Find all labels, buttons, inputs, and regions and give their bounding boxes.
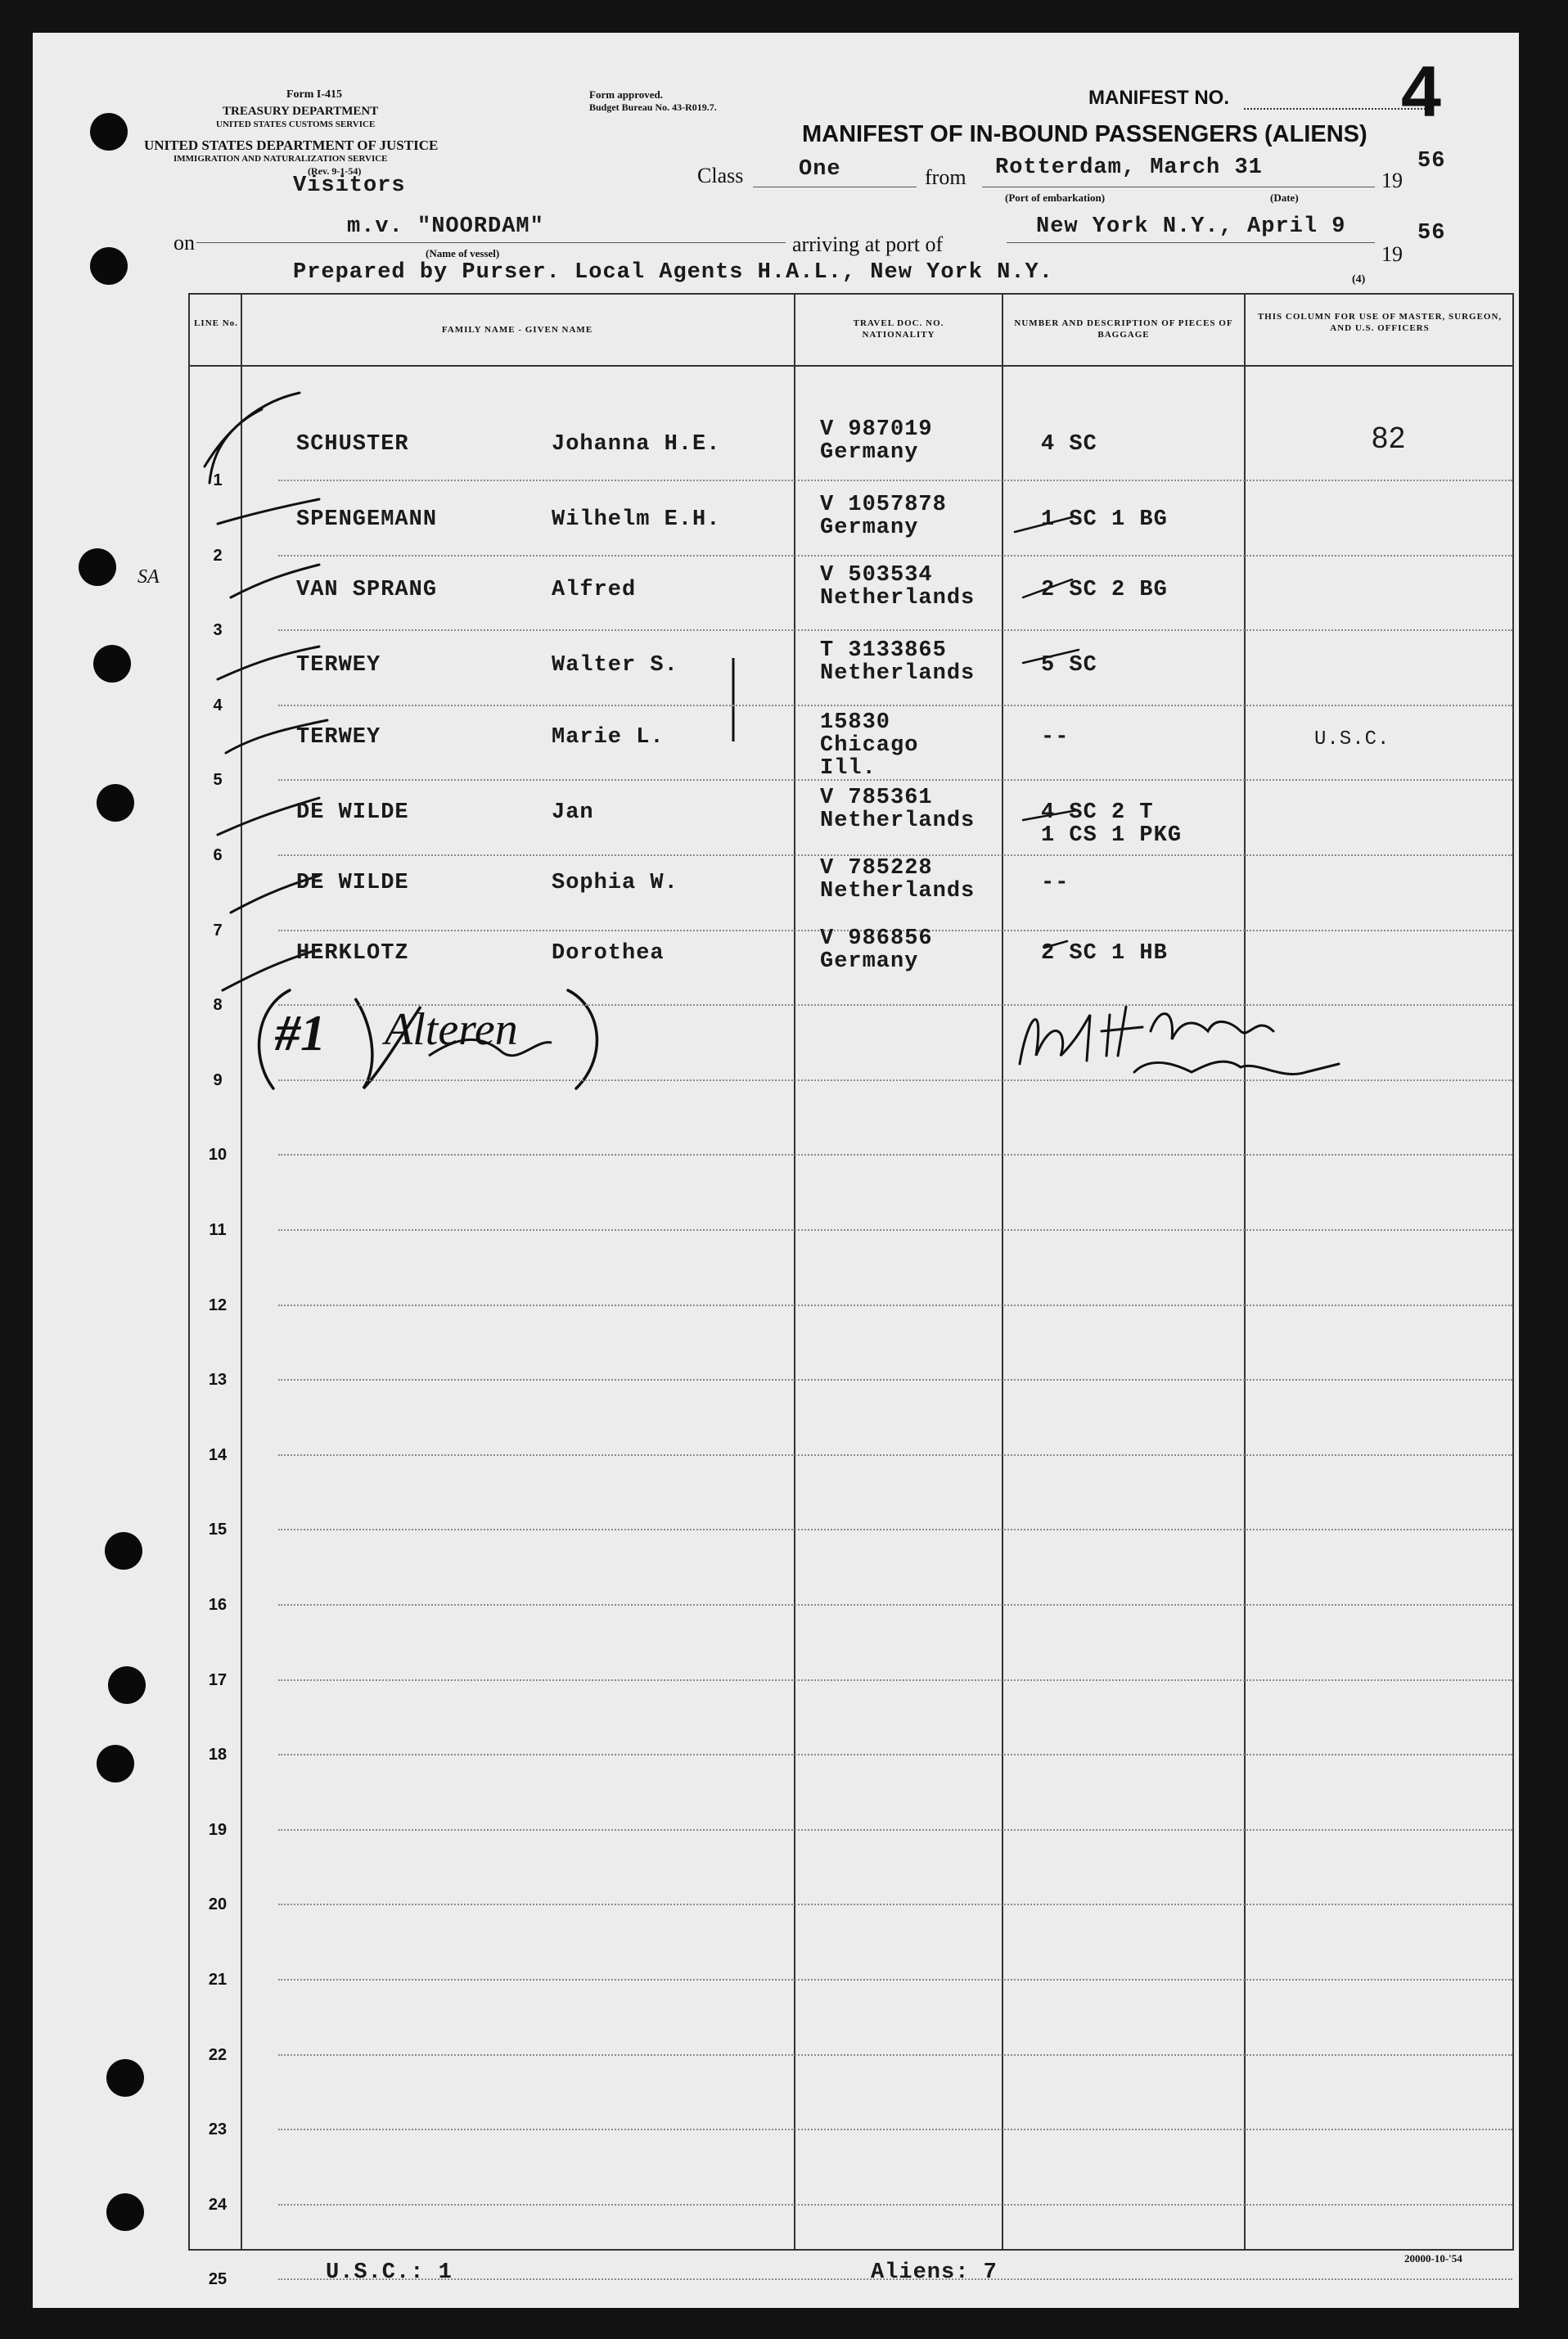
manifest-sheet <box>33 33 1519 2308</box>
row-rule <box>278 1904 1512 1905</box>
passenger-baggage: -- <box>1041 725 1070 750</box>
passenger-baggage: 5 SC <box>1041 653 1097 678</box>
punch-hole <box>106 2193 144 2231</box>
port-embark-label: (Port of embarkation) <box>1005 192 1106 204</box>
handwritten-check-marks <box>155 376 368 1015</box>
row-rule <box>278 1829 1512 1831</box>
row-rule <box>278 1379 1512 1381</box>
vessel-label: (Name of vessel) <box>426 247 500 259</box>
line-number: 22 <box>208 2045 228 2064</box>
punch-hole <box>90 113 128 151</box>
row-rule <box>278 1154 1512 1156</box>
visitors-label: Visitors <box>293 174 406 198</box>
row-rule <box>278 1979 1512 1981</box>
passenger-family-name: HERKLOTZ <box>296 941 409 966</box>
passenger-nationality: Netherlands <box>820 809 975 833</box>
passenger-baggage: -- <box>1041 871 1070 895</box>
line-number: 8 <box>213 996 223 1015</box>
passenger-given-name: Marie L. <box>552 725 665 750</box>
line-number: 2 <box>213 546 223 565</box>
officer-note: U.S.C. <box>1314 728 1390 750</box>
passenger-baggage: 2 SC 1 HB <box>1041 941 1168 966</box>
from-value: Rotterdam, March 31 <box>995 155 1263 180</box>
line-number: 1 <box>213 471 223 489</box>
punch-hole <box>79 548 116 586</box>
from-label: from <box>925 165 966 189</box>
row-rule <box>278 480 1512 481</box>
manifest-number: 4 <box>1401 51 1441 132</box>
row-rule <box>278 1305 1512 1306</box>
header-line: LINE No. <box>194 318 238 328</box>
line-number: 5 <box>213 771 223 790</box>
year-prefix-2: 19 <box>1381 242 1403 266</box>
passenger-given-name: Jan <box>552 800 594 825</box>
line-number: 18 <box>208 1746 228 1764</box>
passenger-travel-doc: V 785228 <box>820 856 933 881</box>
passenger-given-name: Dorothea <box>552 941 665 966</box>
class-value: One <box>799 157 841 182</box>
row-rule <box>278 2204 1512 2206</box>
passenger-baggage: 2 SC 2 BG <box>1041 578 1168 602</box>
passenger-family-name: TERWEY <box>296 653 381 678</box>
header-travel: TRAVEL DOC. NO. NATIONALITY <box>853 318 944 340</box>
line-number: 12 <box>208 1296 228 1314</box>
passenger-travel-doc: V 503534 <box>820 563 933 588</box>
line-number: 24 <box>208 2195 228 2214</box>
line-number: 21 <box>208 1971 228 1989</box>
passenger-family-name: VAN SPRANG <box>296 578 438 602</box>
footer-aliens: Aliens: 7 <box>871 2260 998 2285</box>
line-number: 15 <box>208 1521 228 1539</box>
row-rule <box>278 1604 1512 1606</box>
passenger-travel-doc: V 986856 <box>820 926 933 951</box>
row-rule <box>278 705 1512 706</box>
row-rule <box>278 1454 1512 1456</box>
row-rule <box>278 779 1512 781</box>
row-rule <box>278 1079 1512 1081</box>
row-rule <box>278 2278 1512 2280</box>
line-number: 6 <box>213 846 223 864</box>
punch-hole <box>90 247 128 285</box>
row-rule <box>278 1529 1512 1530</box>
footer-usc: U.S.C.: 1 <box>326 2260 453 2285</box>
line-number: 19 <box>208 1820 228 1839</box>
passenger-travel-doc: 15830 <box>820 710 891 735</box>
manifest-title: MANIFEST OF IN-BOUND PASSENGERS (ALIENS) <box>802 121 1367 147</box>
handwritten-bracket <box>725 655 741 745</box>
col-divider <box>1244 293 1246 2251</box>
passenger-nationality: Netherlands <box>820 879 975 904</box>
line-number: 25 <box>208 2270 228 2289</box>
passenger-nationality-extra: Ill. <box>820 756 876 781</box>
ins-service: IMMIGRATION AND NATURALIZATION SERVICE <box>173 154 388 164</box>
passenger-travel-doc: V 1057878 <box>820 493 947 517</box>
budget-bureau: Budget Bureau No. 43-R019.7. <box>589 101 717 113</box>
row-rule <box>278 555 1512 557</box>
punch-hole <box>93 645 131 683</box>
justice-dept: UNITED STATES DEPARTMENT OF JUSTICE <box>144 137 439 153</box>
passenger-given-name: Sophia W. <box>552 871 678 895</box>
col-divider <box>794 293 795 2251</box>
passenger-given-name: Wilhelm E.H. <box>552 507 721 532</box>
rev-date: (Rev. 9-1-54) <box>308 165 362 177</box>
punch-hole <box>97 1745 134 1782</box>
passenger-travel-doc: V 987019 <box>820 417 933 442</box>
manifest-label: MANIFEST NO. <box>1088 87 1229 109</box>
header-name: FAMILY NAME - GIVEN NAME <box>441 325 593 335</box>
line-number: 13 <box>208 1371 228 1390</box>
form-number: Form I-415 <box>286 88 343 101</box>
passenger-nationality: Chicago <box>820 733 919 758</box>
customs-service: UNITED STATES CUSTOMS SERVICE <box>216 119 376 129</box>
passenger-baggage-extra: 1 CS 1 PKG <box>1041 823 1183 848</box>
passenger-baggage: 4 SC <box>1041 432 1097 457</box>
passenger-baggage: 4 SC 2 T <box>1041 800 1154 825</box>
vessel-underline <box>196 242 786 243</box>
header-rule <box>188 365 1514 367</box>
footer-code: 20000-10-'54 <box>1404 2252 1462 2265</box>
arriving-underline <box>1007 242 1375 243</box>
year-2: 56 <box>1417 221 1446 246</box>
date-label: (Date) <box>1270 192 1299 204</box>
line-number: 14 <box>208 1445 228 1464</box>
line-number: 20 <box>208 1895 228 1914</box>
passenger-family-name: DE WILDE <box>296 871 409 895</box>
passenger-nationality: Netherlands <box>820 661 975 686</box>
row-rule <box>278 1679 1512 1681</box>
prepared-by: Prepared by Purser. Local Agents H.A.L., New York N.Y. <box>293 260 1053 285</box>
line-number: 23 <box>208 2120 228 2139</box>
line-number: 7 <box>213 921 223 940</box>
row-rule <box>278 1229 1512 1231</box>
line-number: 9 <box>213 1070 223 1089</box>
year-1: 56 <box>1417 149 1446 174</box>
on-label: on <box>173 231 195 255</box>
passenger-baggage: 1 SC 1 BG <box>1041 507 1168 532</box>
header-baggage: NUMBER AND DESCRIPTION OF PIECES OF BAGGAGE <box>1014 318 1233 340</box>
row-rule <box>278 1754 1512 1755</box>
form-approved: Form approved. <box>589 88 664 101</box>
passenger-family-name: TERWEY <box>296 725 381 750</box>
punch-hole <box>105 1532 142 1570</box>
passenger-travel-doc: T 3133865 <box>820 638 947 663</box>
passenger-nationality: Germany <box>820 949 919 974</box>
line-number: 16 <box>208 1596 228 1614</box>
officer-signature <box>1012 982 1388 1088</box>
passenger-family-name: SPENGEMANN <box>296 507 438 532</box>
handwritten-margin-note: SA <box>137 566 160 588</box>
stamp-number: #1 <box>275 1006 326 1061</box>
passenger-nationality: Netherlands <box>820 586 975 611</box>
class-label: Class <box>697 164 744 187</box>
passenger-family-name: SCHUSTER <box>296 432 409 457</box>
year-prefix-1: 19 <box>1381 169 1403 192</box>
arriving-label: arriving at port of <box>792 232 944 256</box>
header-officers: THIS COLUMN FOR USE OF MASTER, SURGEON, AND U.S. OFFICERS <box>1257 312 1503 333</box>
arriving-value: New York N.Y., April 9 <box>1036 214 1346 239</box>
page-mark: (4) <box>1352 273 1366 286</box>
treasury-dept: TREASURY DEPARTMENT <box>223 105 379 118</box>
line-number: 10 <box>208 1146 228 1165</box>
row-rule <box>278 2129 1512 2130</box>
passenger-given-name: Walter S. <box>552 653 678 678</box>
passenger-family-name: DE WILDE <box>296 800 409 825</box>
punch-hole <box>106 2059 144 2097</box>
passenger-travel-doc: V 785361 <box>820 786 933 810</box>
punch-hole <box>108 1666 146 1704</box>
passenger-nationality: Germany <box>820 516 919 540</box>
stamp-signature: Alteren <box>385 1004 518 1055</box>
line-number: 4 <box>213 696 223 714</box>
passenger-nationality: Germany <box>820 440 919 465</box>
line-number: 3 <box>213 621 223 640</box>
row-rule <box>278 1004 1512 1006</box>
row-rule <box>278 629 1512 631</box>
passenger-given-name: Alfred <box>552 578 637 602</box>
row-rule <box>278 2054 1512 2056</box>
vessel-name: m.v. "NOORDAM" <box>347 214 544 239</box>
passenger-given-name: Johanna H.E. <box>552 432 721 457</box>
line-number: 11 <box>209 1221 227 1239</box>
officer-note: 82 <box>1372 421 1407 454</box>
line-number: 17 <box>208 1670 228 1689</box>
punch-hole <box>97 784 134 822</box>
